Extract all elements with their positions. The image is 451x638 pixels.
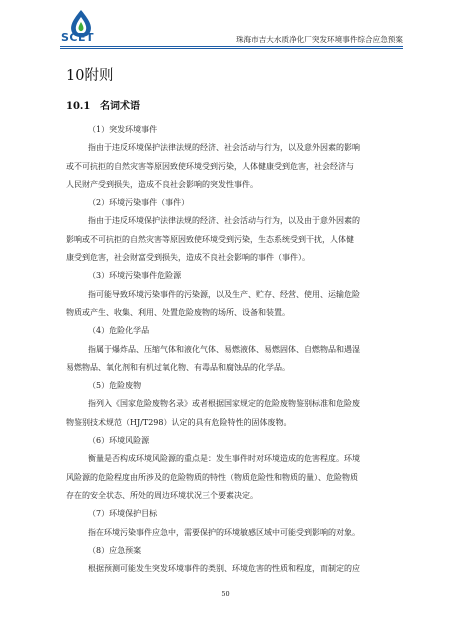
item-body-line: 或不可抗拒的自然灾害等原因致使环境受到污染，人体健康受到危害，社会经济与 [66,161,354,171]
item-heading-7: （7）环境保护目标 [88,509,158,519]
item-body-line: 康受到危害，社会财富受到损失，造成不良社会影响的事件（事件）。 [66,253,310,263]
item-body-line: 存在的安全状态、所处的周边环境状况三个要素决定。 [66,490,258,500]
item-heading-4: （4）危险化学品 [88,326,150,336]
section-number: 10.1 [66,101,91,112]
item-heading-8: （8）应急预案 [88,545,142,555]
item-heading-5: （5）危险废物 [88,381,142,391]
section-title: 名词术语 [100,101,140,112]
item-heading-6: （6）环境风险源 [88,436,150,446]
page-number: 50 [221,590,230,598]
item-body-line: 易燃物品、氧化剂和有机过氧化物、有毒品和腐蚀品的化学品。 [66,362,290,372]
logo-text: SCET [61,31,95,44]
item-body-line: 人民财产受到损失，造成不良社会影响的突发性事件。 [66,179,258,189]
item-body-line: 指由于违反环境保护法律法规的经济、社会活动与行为，以及由于意外因素的 [88,216,360,226]
item-body-line: 指由于违反环境保护法律法规的经济、社会活动与行为，以及意外因素的影响 [88,143,360,153]
item-heading-1: （1）突发环境事件 [88,125,158,134]
header-title: 珠海市吉大水质净化厂突发环境事件综合应急预案 [235,35,403,44]
item-body-line: 影响或不可抗拒的自然灾害等原因致使环境受到污染，生态系统受到干扰，人体健 [66,234,354,244]
item-body-line: 物质或产生、收集、利用、处置危险废物的场所、设备和装置。 [66,307,290,317]
header-divider [60,46,403,47]
item-body-line: 指属于爆炸品、压缩气体和液化气体、易燃液体、易燃固体、自燃物品和遇湿 [88,344,360,354]
section-heading [66,97,140,112]
item-heading-3: （3）环境污染事件危险源 [88,271,182,281]
item-body-line: 指列入《国家危险废物名录》或者根据国家规定的危险废物鉴别标准和危险废 [88,399,360,409]
item-body-line: 根据预测可能发生突发环境事件的类别、环境危害的性质和程度，而制定的应 [88,564,360,574]
item-body-line: 指在环境污染事件应急中，需要保护的环境敏感区域中可能受到影响的对象。 [88,527,360,537]
chapter-title: 10附则 [66,68,114,84]
header-divider-thin [60,48,403,49]
item-body-line: 风险源的危险程度由所涉及的危险物质的特性（物质危险性和物质的量）、危险物质 [66,472,358,482]
item-body-line: 衡量是否构成环境风险源的重点是：发生事件时对环境造成的危害程度。环境 [88,454,360,464]
item-body-line: 指可能导致环境污染事件的污染源，以及生产、贮存、经营、使用、运输危险 [88,289,360,299]
document-body [66,121,401,578]
item-heading-2: （2）环境污染事件（事件） [88,198,190,208]
item-body-line: 物鉴别技术规范（HJ/T298）认定的具有危险特性的固体废物。 [66,417,292,427]
